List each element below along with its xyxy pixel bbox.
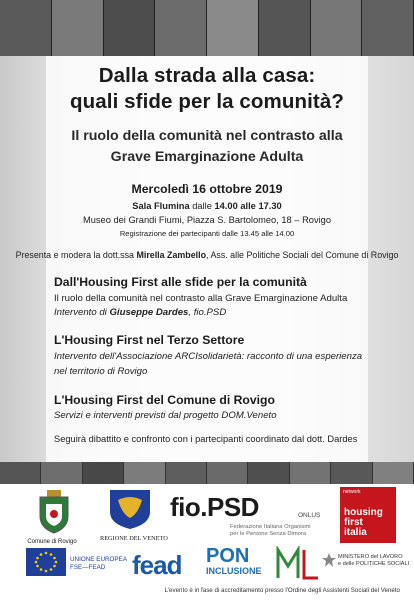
- fead-logo: [132, 550, 198, 580]
- pon-inclusione-logo: [206, 546, 270, 582]
- venue-time: [0, 201, 414, 211]
- eu-flag-icon: [26, 548, 66, 576]
- hf-line-2: first: [344, 517, 363, 528]
- stars-icon: [26, 548, 66, 576]
- event-date: Mercoledì 16 ottobre 2019: [131, 182, 283, 196]
- section-3-line-1: Servizi e interventi previsti dal progetto DOM.Veneto: [54, 410, 277, 421]
- eu-logo: [26, 548, 126, 582]
- photo: [83, 462, 124, 484]
- photo: [0, 462, 41, 484]
- fio-psd-wordmark: fio.PSD: [170, 492, 259, 522]
- section-3-title: L'Housing First del Comune di Rovigo: [54, 393, 275, 407]
- eu-label-2: FSE—FEAD: [70, 564, 106, 571]
- subtitle-line-2: Grave Emarginazione Adulta: [110, 149, 304, 165]
- photo: [124, 462, 165, 484]
- partner-logos: [0, 484, 414, 600]
- hf-network: network: [343, 489, 361, 495]
- lion-shield-icon: [108, 488, 152, 530]
- photo: [248, 462, 289, 484]
- moderator-prefix: Presenta e modera la dott.ssa: [15, 250, 134, 260]
- photo: [331, 462, 372, 484]
- fio-onlus: ONLUS: [298, 512, 321, 519]
- fead-wordmark: fead: [132, 550, 182, 580]
- moderator-line: [0, 250, 414, 260]
- section-1-title: Dall'Housing First alle sfide per la comunità: [54, 275, 307, 289]
- venue-address: Museo dei Grandi Fiumi, Piazza S. Bartolomeo, 18 – Rovigo: [82, 215, 332, 225]
- venue-from: dalle: [192, 201, 212, 211]
- photo: [41, 462, 82, 484]
- photo: [207, 462, 248, 484]
- footer-photo-strip: [0, 462, 414, 484]
- fio-tagline-2: per le Persone Senza Dimora: [230, 531, 307, 537]
- photo: [259, 0, 311, 56]
- photo: [362, 0, 414, 56]
- ml-mark-logo: [276, 546, 320, 580]
- header-photo-strip: [0, 0, 414, 56]
- moderator-name: Mirella Zambello: [136, 250, 207, 260]
- speaker-name: Giuseppe Dardes: [109, 307, 189, 318]
- title-line-1: Dalla strada alla casa:: [98, 64, 316, 87]
- fio-psd-logo: [170, 492, 320, 538]
- pon-inclusione: INCLUSIONE: [206, 566, 262, 576]
- hf-line-3: italia: [344, 527, 367, 538]
- regione-veneto-logo: [100, 488, 168, 544]
- comune-rovigo-logo: [27, 490, 78, 545]
- photo: [166, 462, 207, 484]
- photo: [373, 462, 414, 484]
- regione-label: REGIONE DEL VENETO: [100, 535, 168, 542]
- ministero-line-1: MINISTERO del LAVORO: [338, 554, 403, 560]
- photo: [311, 0, 363, 56]
- photo: [52, 0, 104, 56]
- venue-hours: 14.00 alle 17.30: [214, 201, 282, 211]
- fio-tagline-1: Federazione Italiana Organismi: [230, 524, 311, 530]
- section-2-line-2: nel territorio di Rovigo: [54, 366, 148, 377]
- section-1-suffix: , fio.PSD: [188, 307, 227, 318]
- subtitle-line-1: Il ruolo della comunità nel contrasto alla: [71, 128, 343, 144]
- section-1-line-2: [54, 307, 226, 318]
- comune-label: Comune di Rovigo: [27, 539, 77, 545]
- pon-wordmark: PON: [206, 545, 250, 567]
- hf-line-1: housing: [344, 507, 383, 518]
- photo: [207, 0, 259, 56]
- ministero-line-2: e delle POLITICHE SOCIALI: [338, 561, 410, 567]
- eu-label-1: UNIONE EUROPEA: [70, 556, 128, 563]
- ministero-logo: [322, 550, 412, 580]
- photo: [104, 0, 156, 56]
- section-2-line-1: Intervento dell'Associazione ARCIsolidarietà: racconto di una esperienza: [54, 351, 363, 362]
- housing-first-italia-logo: [340, 487, 396, 543]
- poster-body: [0, 56, 414, 462]
- title-line-2: quali sfide per la comunità?: [70, 90, 344, 113]
- moderator-role: , Ass. alle Politiche Sociali del Comune di Rovigo: [206, 250, 399, 260]
- ml-monogram-icon: [276, 546, 320, 580]
- section-2-title: L'Housing First nel Terzo Settore: [54, 333, 245, 347]
- photo: [155, 0, 207, 56]
- photo: [290, 462, 331, 484]
- section-1-prefix: Intervento di: [54, 307, 110, 318]
- closing-note: Seguirà dibattito e confronto con i partecipanti coordinato dal dott. Dardes: [54, 434, 358, 444]
- accreditation-note: L'evento è in fase di accreditamento presso l'Ordine degli Assistenti Sociali del Veneto: [164, 587, 400, 594]
- emblem-icon: [322, 552, 336, 568]
- photo: [0, 0, 52, 56]
- venue-room: Sala Flumina: [132, 201, 190, 211]
- registration-time: Registrazione dei partecipanti dalle 13.45 alle 14.00: [119, 229, 295, 238]
- section-1-line-1: Il ruolo della comunità nel contrasto alla Grave Emarginazione Adulta: [54, 293, 348, 304]
- coat-of-arms-icon: [30, 490, 78, 534]
